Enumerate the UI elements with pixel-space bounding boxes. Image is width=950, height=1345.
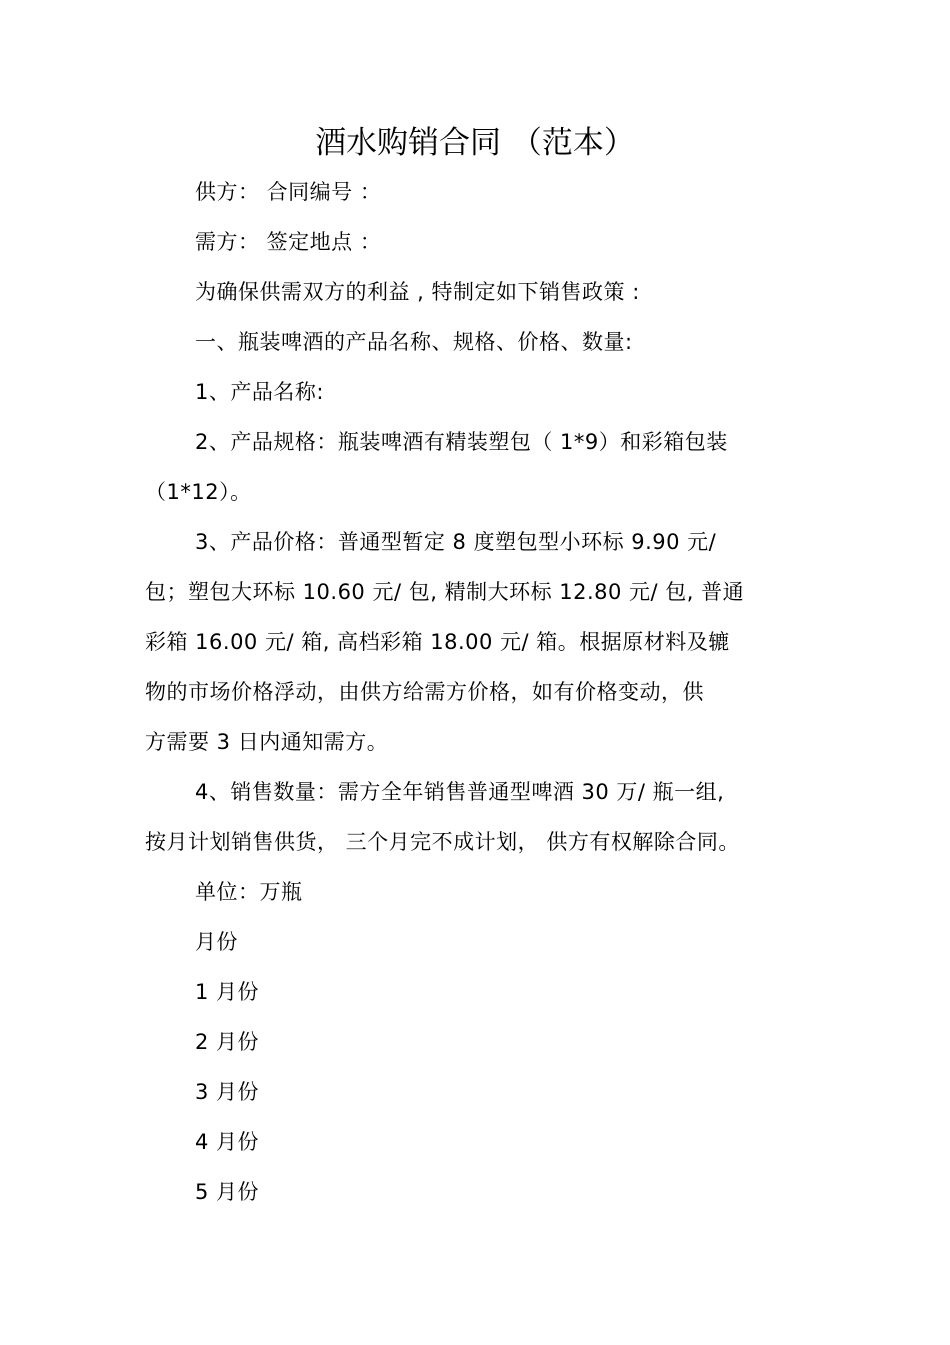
month-2: 2 月份: [195, 1030, 260, 1054]
month-5: 5 月份: [195, 1180, 260, 1204]
month-1: 1 月份: [195, 980, 260, 1004]
supplier-line: 供方： 合同编号 ：: [195, 180, 382, 204]
product-name-line: 1、产品名称:: [195, 380, 324, 404]
sales-quantity-line: 4、销售数量：需方全年销售普通型啤酒 30 万/ 瓶一组,: [195, 780, 725, 804]
unit-line: 单位：万瓶: [195, 880, 303, 904]
buyer-line: 需方： 签定地点 ：: [195, 230, 382, 254]
product-spec-cont: （1*12）。: [145, 480, 252, 504]
sales-quantity-cont: 按月计划销售供货， 三个月完不成计划， 供方有权解除合同。: [145, 830, 740, 854]
product-spec-line: 2、产品规格：瓶装啤酒有精装塑包（ 1*9）和彩箱包装: [195, 430, 728, 454]
product-price-cont-2: 彩箱 16.00 元/ 箱, 高档彩箱 18.00 元/ 箱。根据原材料及辘: [145, 630, 730, 654]
product-price-cont-4: 方需要 3 日内通知需方。: [145, 730, 389, 754]
product-price-line: 3、产品价格：普通型暂定 8 度塑包型小环标 9.90 元/: [195, 530, 717, 554]
month-3: 3 月份: [195, 1080, 260, 1104]
product-price-cont-3: 物的市场价格浮动，由供方给需方价格，如有价格变动，供: [145, 680, 704, 704]
section-heading: 一、瓶装啤酒的产品名称、规格、价格、数量:: [195, 330, 633, 354]
intro-line: 为确保供需双方的利益 , 特制定如下销售政策 :: [195, 280, 640, 304]
month-header: 月份: [195, 930, 238, 954]
document-title: 酒水购销合同 （范本）: [315, 125, 635, 161]
month-4: 4 月份: [195, 1130, 260, 1154]
product-price-cont-1: 包；塑包大环标 10.60 元/ 包, 精制大环标 12.80 元/ 包, 普通: [145, 580, 745, 604]
